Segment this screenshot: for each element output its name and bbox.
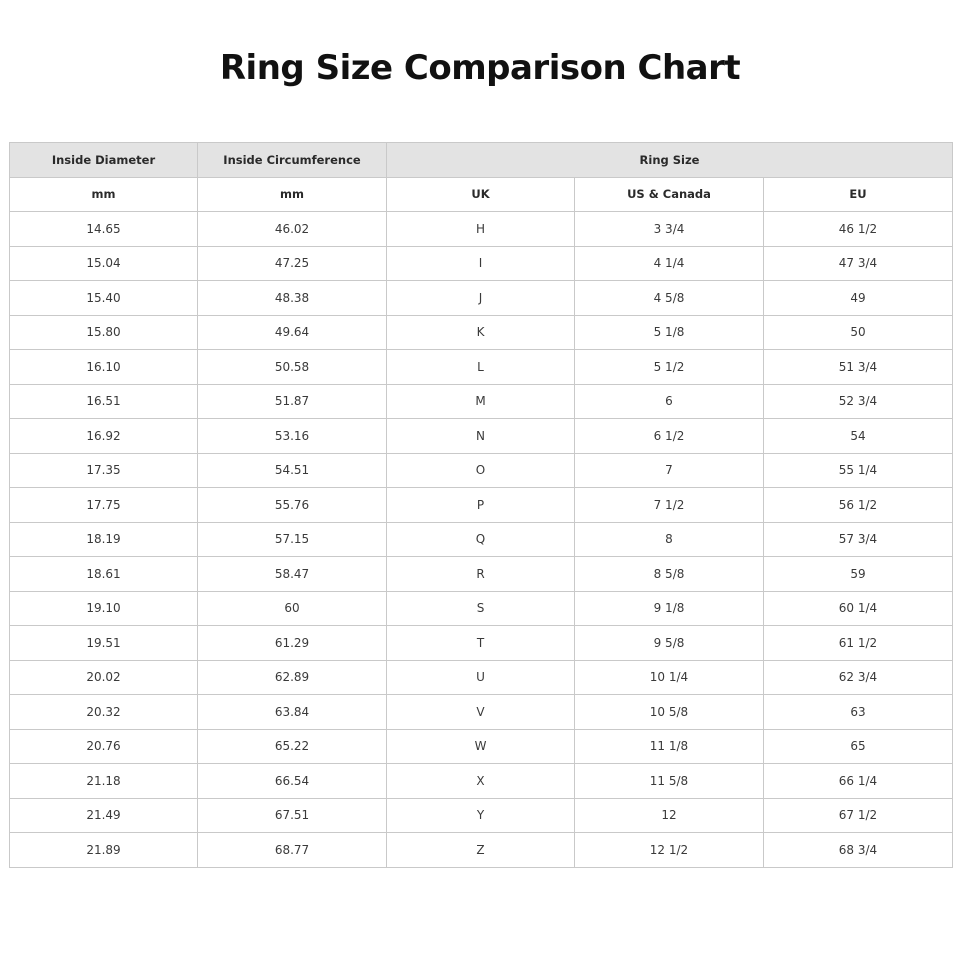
cell-us-canada: 11 5/8 <box>575 764 764 799</box>
header-eu: EU <box>764 177 953 212</box>
cell-uk: Q <box>387 522 575 557</box>
cell-eu: 56 1/2 <box>764 488 953 523</box>
cell-us-canada: 9 1/8 <box>575 591 764 626</box>
cell-uk: K <box>387 315 575 350</box>
cell-us-canada: 7 <box>575 453 764 488</box>
table-row <box>10 384 953 419</box>
cell-circumference: 58.47 <box>198 557 387 592</box>
cell-eu: 47 3/4 <box>764 246 953 281</box>
cell-us-canada: 10 1/4 <box>575 660 764 695</box>
cell-diameter: 18.61 <box>10 557 198 592</box>
cell-eu: 67 1/2 <box>764 798 953 833</box>
cell-us-canada: 8 5/8 <box>575 557 764 592</box>
cell-diameter: 20.32 <box>10 695 198 730</box>
header-uk: UK <box>387 177 575 212</box>
table-body <box>10 212 953 868</box>
cell-us-canada: 6 <box>575 384 764 419</box>
cell-us-canada: 9 5/8 <box>575 626 764 661</box>
cell-diameter: 15.04 <box>10 246 198 281</box>
header-group-row <box>10 143 953 178</box>
table-row <box>10 626 953 661</box>
cell-circumference: 46.02 <box>198 212 387 247</box>
cell-circumference: 68.77 <box>198 833 387 868</box>
cell-us-canada: 4 5/8 <box>575 281 764 316</box>
cell-eu: 62 3/4 <box>764 660 953 695</box>
cell-uk: Z <box>387 833 575 868</box>
cell-eu: 54 <box>764 419 953 454</box>
cell-diameter: 19.51 <box>10 626 198 661</box>
cell-diameter: 16.10 <box>10 350 198 385</box>
cell-diameter: 21.89 <box>10 833 198 868</box>
cell-eu: 55 1/4 <box>764 453 953 488</box>
cell-uk: X <box>387 764 575 799</box>
cell-uk: S <box>387 591 575 626</box>
table-row <box>10 764 953 799</box>
cell-us-canada: 12 1/2 <box>575 833 764 868</box>
cell-circumference: 50.58 <box>198 350 387 385</box>
ring-size-table <box>9 142 953 868</box>
cell-uk: I <box>387 246 575 281</box>
table-row <box>10 522 953 557</box>
cell-circumference: 61.29 <box>198 626 387 661</box>
cell-eu: 65 <box>764 729 953 764</box>
cell-uk: N <box>387 419 575 454</box>
header-diameter-unit: mm <box>10 177 198 212</box>
header-inside-diameter: Inside Diameter <box>10 143 198 178</box>
cell-us-canada: 4 1/4 <box>575 246 764 281</box>
cell-diameter: 19.10 <box>10 591 198 626</box>
header-circumference-unit: mm <box>198 177 387 212</box>
cell-circumference: 51.87 <box>198 384 387 419</box>
cell-eu: 68 3/4 <box>764 833 953 868</box>
cell-eu: 63 <box>764 695 953 730</box>
cell-us-canada: 12 <box>575 798 764 833</box>
cell-circumference: 66.54 <box>198 764 387 799</box>
cell-diameter: 18.19 <box>10 522 198 557</box>
cell-uk: U <box>387 660 575 695</box>
cell-eu: 59 <box>764 557 953 592</box>
cell-uk: J <box>387 281 575 316</box>
header-us-canada: US & Canada <box>575 177 764 212</box>
table-row <box>10 798 953 833</box>
cell-us-canada: 10 5/8 <box>575 695 764 730</box>
cell-circumference: 62.89 <box>198 660 387 695</box>
cell-diameter: 21.18 <box>10 764 198 799</box>
cell-uk: P <box>387 488 575 523</box>
cell-uk: W <box>387 729 575 764</box>
table-row <box>10 729 953 764</box>
cell-diameter: 16.92 <box>10 419 198 454</box>
cell-diameter: 20.02 <box>10 660 198 695</box>
cell-circumference: 48.38 <box>198 281 387 316</box>
page-title: Ring Size Comparison Chart <box>219 48 741 88</box>
cell-eu: 49 <box>764 281 953 316</box>
cell-uk: O <box>387 453 575 488</box>
cell-diameter: 15.40 <box>10 281 198 316</box>
table-row <box>10 419 953 454</box>
cell-circumference: 53.16 <box>198 419 387 454</box>
cell-uk: H <box>387 212 575 247</box>
cell-uk: V <box>387 695 575 730</box>
cell-us-canada: 5 1/8 <box>575 315 764 350</box>
cell-circumference: 65.22 <box>198 729 387 764</box>
cell-circumference: 49.64 <box>198 315 387 350</box>
cell-diameter: 20.76 <box>10 729 198 764</box>
cell-uk: L <box>387 350 575 385</box>
cell-uk: M <box>387 384 575 419</box>
cell-us-canada: 6 1/2 <box>575 419 764 454</box>
cell-uk: R <box>387 557 575 592</box>
cell-diameter: 15.80 <box>10 315 198 350</box>
cell-circumference: 57.15 <box>198 522 387 557</box>
cell-uk: T <box>387 626 575 661</box>
cell-circumference: 54.51 <box>198 453 387 488</box>
table-row <box>10 246 953 281</box>
cell-us-canada: 7 1/2 <box>575 488 764 523</box>
cell-eu: 60 1/4 <box>764 591 953 626</box>
cell-diameter: 21.49 <box>10 798 198 833</box>
table-row <box>10 488 953 523</box>
cell-diameter: 14.65 <box>10 212 198 247</box>
table-row <box>10 660 953 695</box>
table-row <box>10 453 953 488</box>
cell-circumference: 63.84 <box>198 695 387 730</box>
cell-us-canada: 3 3/4 <box>575 212 764 247</box>
table-row <box>10 212 953 247</box>
header-inside-circumference: Inside Circumference <box>198 143 387 178</box>
cell-eu: 46 1/2 <box>764 212 953 247</box>
table-row <box>10 557 953 592</box>
cell-us-canada: 5 1/2 <box>575 350 764 385</box>
cell-diameter: 17.75 <box>10 488 198 523</box>
cell-eu: 61 1/2 <box>764 626 953 661</box>
table-row <box>10 591 953 626</box>
table-header <box>10 143 953 212</box>
table-row <box>10 695 953 730</box>
table-row <box>10 315 953 350</box>
header-units-row <box>10 177 953 212</box>
cell-diameter: 16.51 <box>10 384 198 419</box>
cell-circumference: 67.51 <box>198 798 387 833</box>
cell-circumference: 47.25 <box>198 246 387 281</box>
cell-eu: 52 3/4 <box>764 384 953 419</box>
table-row <box>10 350 953 385</box>
table-row <box>10 833 953 868</box>
header-ring-size: Ring Size <box>387 143 953 178</box>
cell-us-canada: 11 1/8 <box>575 729 764 764</box>
cell-circumference: 60 <box>198 591 387 626</box>
table-row <box>10 281 953 316</box>
cell-diameter: 17.35 <box>10 453 198 488</box>
cell-uk: Y <box>387 798 575 833</box>
cell-us-canada: 8 <box>575 522 764 557</box>
cell-eu: 66 1/4 <box>764 764 953 799</box>
cell-circumference: 55.76 <box>198 488 387 523</box>
cell-eu: 51 3/4 <box>764 350 953 385</box>
cell-eu: 50 <box>764 315 953 350</box>
cell-eu: 57 3/4 <box>764 522 953 557</box>
